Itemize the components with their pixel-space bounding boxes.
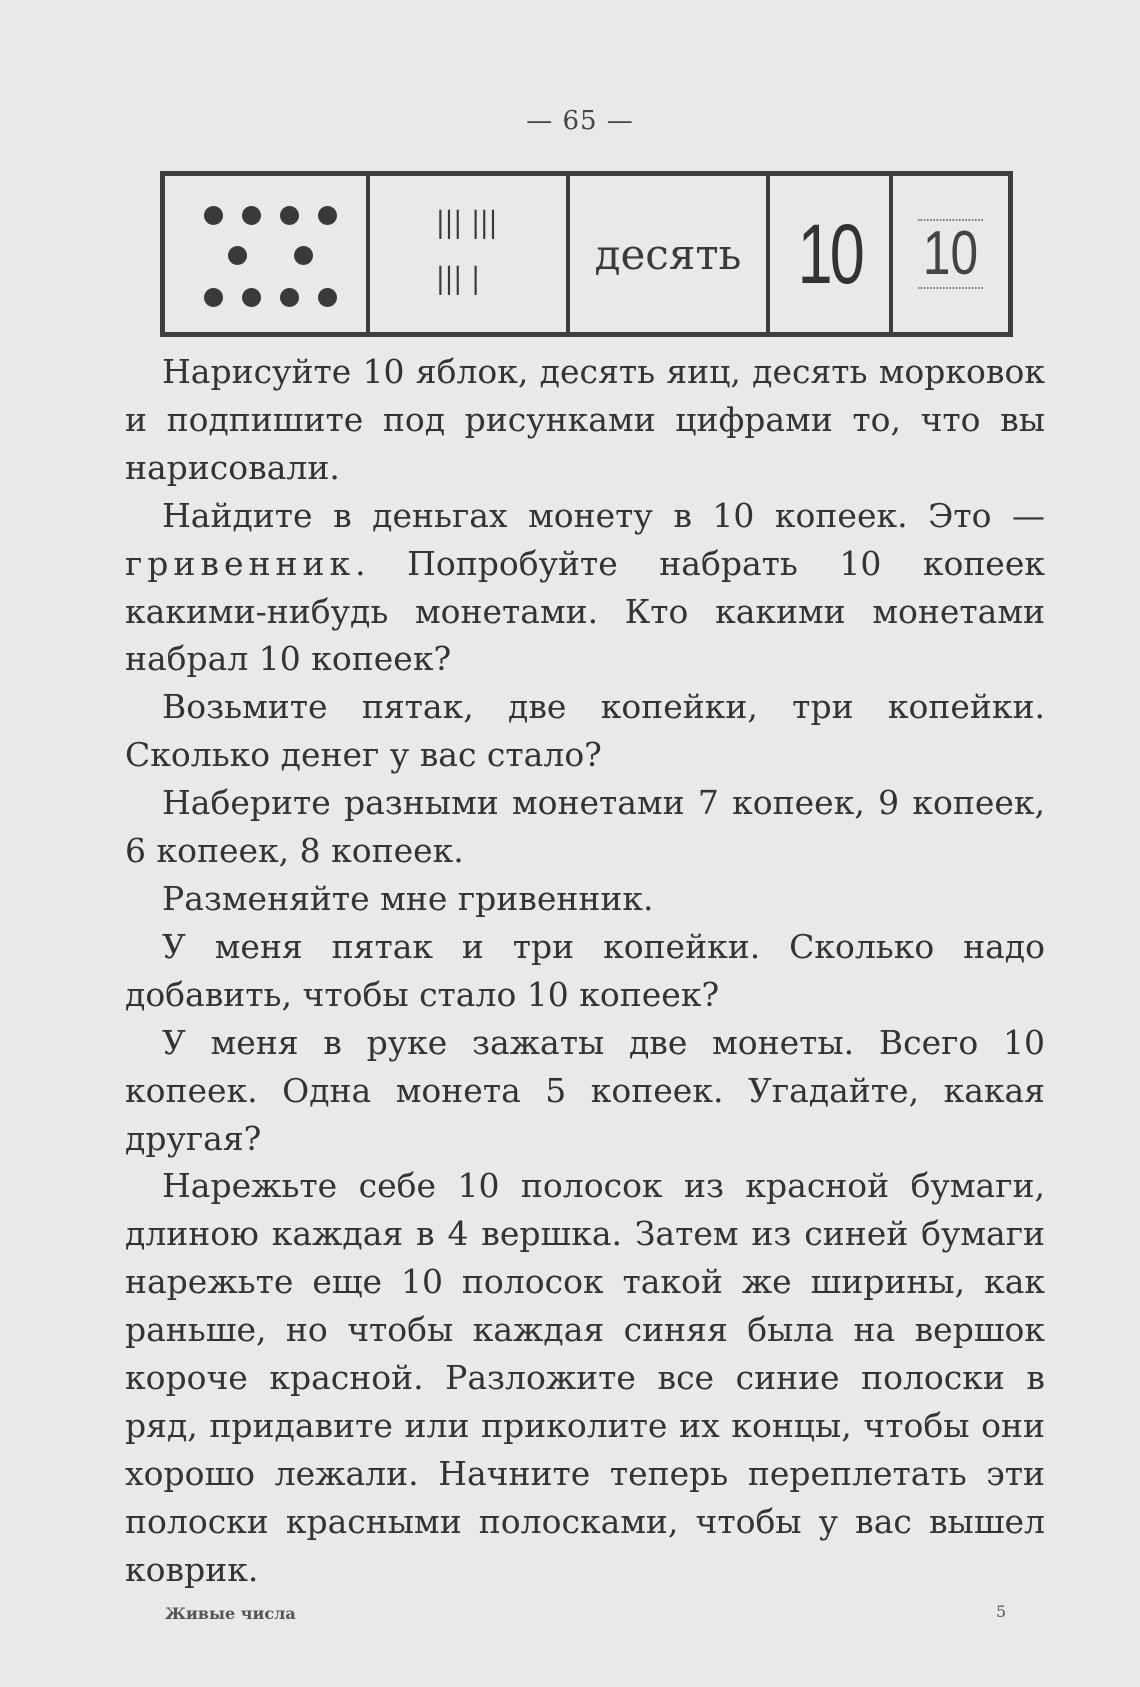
paragraph: Разменяйте мне гривенник. (162, 878, 654, 918)
tally-row: III I (437, 259, 482, 305)
number-ten-table (160, 171, 1013, 337)
paragraph: У меня в руке зажаты две монеты. Всего 10 копеек. Одна монета 5 копеек. Угадайте, какая другая? (125, 1022, 1045, 1158)
paragraph-text: . Попробуйте набрать 10 копеек какими-нибудь монетами. Кто какими монетами набрал 10 копеек? (125, 543, 1045, 679)
paragraph (125, 492, 1045, 684)
body-text (125, 348, 1045, 1594)
paragraph: Возьмите пятак, две копейки, три копейки. Сколько денег у вас стало? (125, 687, 1045, 775)
word-cell (570, 176, 770, 332)
printed-digit: 10 (797, 206, 862, 301)
page-number: — 65 — (526, 106, 634, 136)
dot (242, 206, 261, 225)
ten-dots (186, 194, 346, 314)
tally-marks (437, 198, 498, 310)
dot (280, 206, 299, 225)
paragraph: Нарежьте себе 10 полосок из красной бумаги, длиною каждая в 4 вершка. Затем из синей бумаги нарежьте еще 10 полосок такой же ширины, как раньше, но чтобы каждая синяя была на вершок короче красной. Разложите все синие полоски в ряд, придавите или приколите их концы, чтобы они хорошо лежали. Начните теперь переплетать эти полоски красными полосками, чтобы у вас вышел коврик. (125, 1166, 1045, 1589)
dot (318, 288, 337, 307)
paragraph: У меня пятак и три копейки. Сколько надо добавить, чтобы стало 10 копеек? (125, 926, 1045, 1014)
paragraph-text: Найдите в деньгах монету в 10 копеек. Это — (162, 495, 1045, 535)
digit-cell (770, 176, 893, 332)
paragraph: Наберите разными монетами 7 копеек, 9 копеек, 6 копеек, 8 копеек. (125, 783, 1045, 871)
handwritten-digit: 10 (918, 219, 983, 289)
dot (204, 288, 223, 307)
paragraph: Нарисуйте 10 яблок, десять яиц, десять морковок и подпишите под рисунками цифрами то, что вы нарисовали. (125, 352, 1045, 487)
dot (204, 206, 223, 225)
dots-cell (165, 176, 370, 332)
dot (228, 246, 247, 265)
dot (318, 206, 337, 225)
tally-cell (370, 176, 570, 332)
number-word: десять (594, 229, 742, 279)
footer-book-title: Живые числа (165, 1604, 296, 1623)
dot (294, 246, 313, 265)
dot (280, 288, 299, 307)
written-digit-cell (893, 176, 1008, 332)
tally-row: III III (437, 203, 499, 249)
footer-signature-mark: 5 (996, 1602, 1007, 1621)
dot (242, 288, 261, 307)
emphasized-term: гривенник (125, 543, 356, 583)
